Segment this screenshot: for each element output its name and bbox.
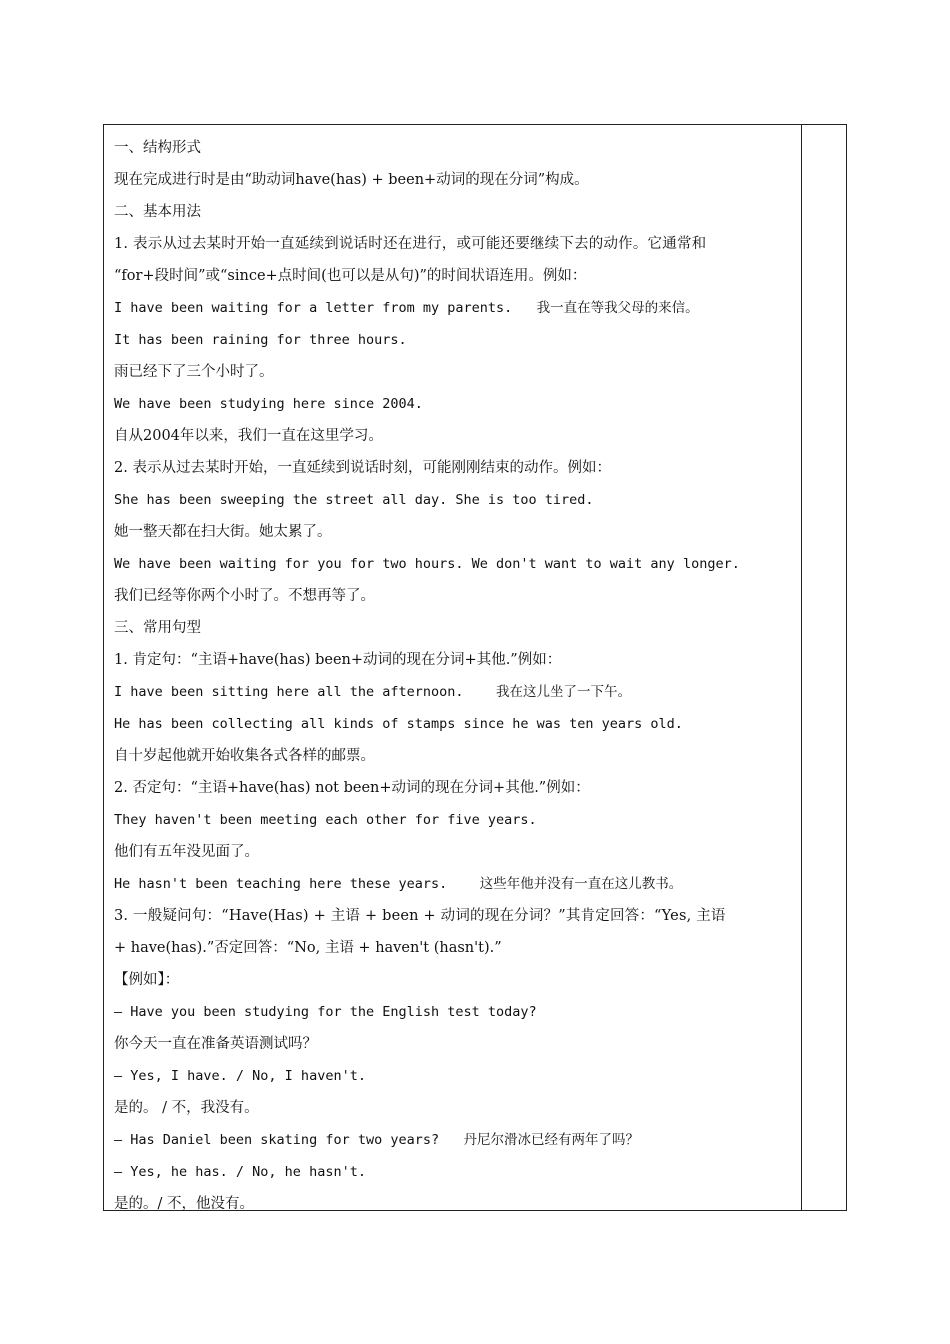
paragraph: “for+段时间”或“since+点时间(也可以是从句)”的时间状语连用。例如： <box>114 268 587 284</box>
section-heading-usage: 二、基本用法 <box>114 204 201 220</box>
example-translation: 他们有五年没见面了。 <box>114 844 259 860</box>
paragraph: 2. 表示从过去某时开始，一直延续到说话时刻，可能刚刚结束的动作。例如： <box>114 460 611 476</box>
example-translation: 雨已经下了三个小时了。 <box>114 364 274 380</box>
example-translation: 我们已经等你两个小时了。不想再等了。 <box>114 588 375 604</box>
paragraph: 1. 肯定句：“主语+have(has) been+动词的现在分词+其他.”例如： <box>114 652 562 668</box>
example-sentence: We have been studying here since 2004. <box>114 396 423 412</box>
example-sentence: — Have you been studying for the English test today? <box>114 1004 537 1020</box>
section-heading-structure: 一、结构形式 <box>114 140 201 156</box>
example-sentence: I have been sitting here all the afternoon. 我在这儿坐了一下午。 <box>114 684 632 700</box>
paragraph: 现在完成进行时是由“助动词have(has) + been+动词的现在分词”构成。 <box>114 172 589 188</box>
example-sentence: He hasn't been teaching here these years. 这些年他并没有一直在这儿教书。 <box>114 876 683 892</box>
example-sentence: I have been waiting for a letter from my parents. 我一直在等我父母的来信。 <box>114 300 699 316</box>
example-sentence: She has been sweeping the street all day. She is too tired. <box>114 492 594 508</box>
example-sentence: They haven't been meeting each other for five years. <box>114 812 537 828</box>
example-translation: 你今天一直在准备英语测试吗？ <box>114 1036 317 1052</box>
paragraph: + have(has).”否定回答：“No, 主语 + haven't (hasn't).” <box>114 940 502 956</box>
paragraph: 1. 表示从过去某时开始一直延续到说话时还在进行，或可能还要继续下去的动作。它通常和 <box>114 236 707 252</box>
example-translation: 是的。 / 不，我没有。 <box>114 1100 259 1116</box>
example-sentence: He has been collecting all kinds of stamps since he was ten years old. <box>114 716 683 732</box>
example-translation: 自十岁起他就开始收集各式各样的邮票。 <box>114 748 375 764</box>
paragraph: 3. 一般疑问句：“Have(Has) + 主语 + been + 动词的现在分词？”其肯定回答：“Yes, 主语 <box>114 908 726 924</box>
paragraph: 2. 否定句：“主语+have(has) not been+动词的现在分词+其他.”例如： <box>114 780 590 796</box>
example-sentence: — Yes, I have. / No, I haven't. <box>114 1068 366 1084</box>
section-heading-patterns: 三、常用句型 <box>114 620 201 636</box>
document-table <box>103 124 847 1211</box>
example-translation: 她一整天都在扫大街。她太累了。 <box>114 524 332 540</box>
example-translation: 自从2004年以来，我们一直在这里学习。 <box>114 428 383 444</box>
table-content-cell <box>114 132 798 1220</box>
table-side-column-divider <box>801 125 802 1210</box>
example-label: 【例如】： <box>114 972 180 988</box>
example-translation: 是的。/ 不，他没有。 <box>114 1196 254 1212</box>
example-sentence: — Has Daniel been skating for two years? 丹尼尔滑冰已经有两年了吗？ <box>114 1132 639 1148</box>
example-sentence: It has been raining for three hours. <box>114 332 407 348</box>
example-sentence: — Yes, he has. / No, he hasn't. <box>114 1164 366 1180</box>
example-sentence: We have been waiting for you for two hours. We don't want to wait any longer. <box>114 556 740 572</box>
